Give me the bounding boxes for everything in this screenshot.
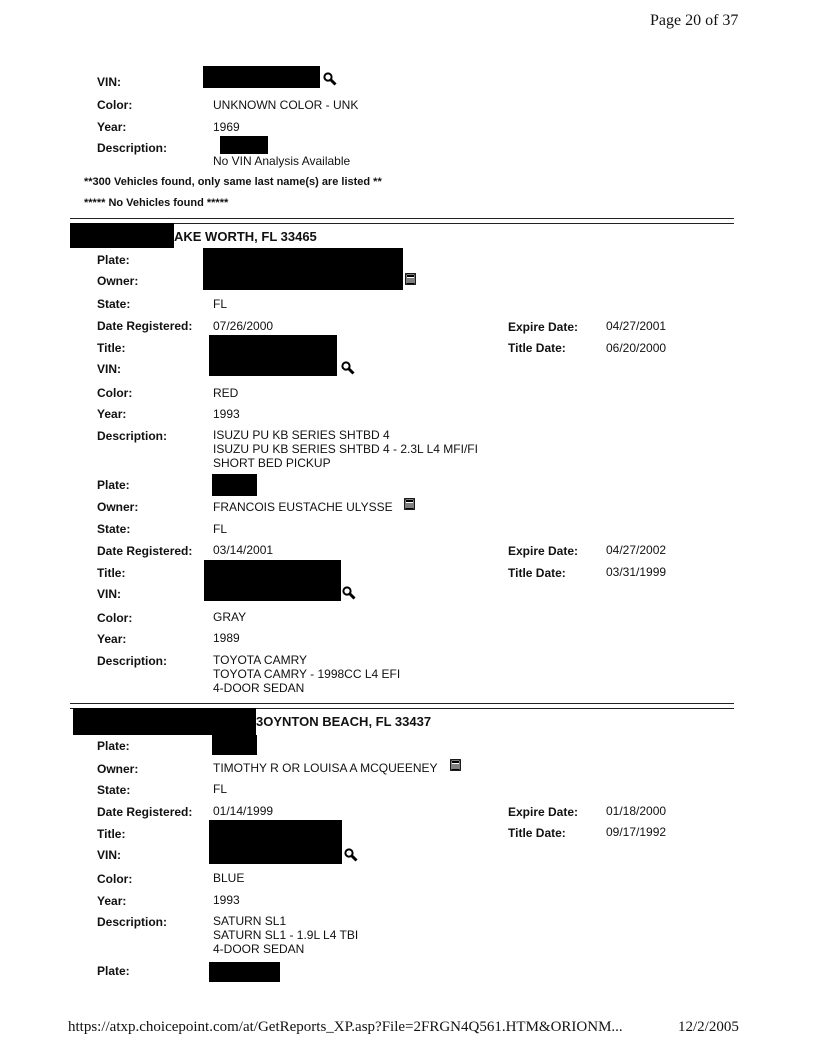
redaction [209,962,280,982]
magnifier-icon[interactable] [342,586,356,600]
label-description: Description: [97,141,168,155]
date-registered: 03/14/2001 [213,543,274,557]
vehicle-state: FL [213,522,228,536]
vehicle-year: 1993 [213,407,240,421]
description-line-3: 4-DOOR SEDAN [213,681,305,695]
redaction [204,560,341,601]
label-expire-date: Expire Date: [508,544,579,558]
label-vin: VIN: [97,362,121,376]
redaction [209,335,337,376]
label-date-registered: Date Registered: [97,319,193,333]
label-description: Description: [97,915,168,929]
description-line-2: SATURN SL1 - 1.9L L4 TBI [213,928,359,942]
document-icon[interactable] [450,759,461,771]
label-color: Color: [97,98,133,112]
document-icon[interactable] [404,498,415,510]
label-state: State: [97,522,131,536]
vehicle-year: 1969 [213,120,240,134]
label-plate: Plate: [97,478,130,492]
vehicle-year: 1993 [213,893,240,907]
label-title-date: Title Date: [508,826,566,840]
label-date-registered: Date Registered: [97,544,193,558]
label-title: Title: [97,341,126,355]
footer-date: 12/2/2005 [678,1019,739,1035]
label-owner: Owner: [97,500,139,514]
label-owner: Owner: [97,762,139,776]
label-description: Description: [97,654,168,668]
vehicles-found-note: **300 Vehicles found, only same last name(s) are listed ** [84,176,382,188]
magnifier-icon[interactable] [341,361,355,375]
label-color: Color: [97,611,133,625]
label-vin: VIN: [97,848,121,862]
redaction [220,136,268,154]
magnifier-icon[interactable] [344,848,358,862]
date-registered: 07/26/2000 [213,319,274,333]
vehicle-color: BLUE [213,871,245,885]
description-line-3: 4-DOOR SEDAN [213,942,305,956]
description-line-1: SATURN SL1 [213,914,287,928]
label-owner: Owner: [97,274,139,288]
vehicle-state: FL [213,297,228,311]
label-year: Year: [97,120,127,134]
footer-url[interactable]: https://atxp.choicepoint.com/at/GetReports_XP.asp?File=2FRGN4Q561.HTM&ORIONM... [68,1019,623,1035]
label-year: Year: [97,407,127,421]
section-address: 3OYNTON BEACH, FL 33437 [256,714,432,729]
description-line-1: ISUZU PU KB SERIES SHTBD 4 [213,428,390,442]
vehicle-description: No VIN Analysis Available [213,154,351,168]
label-vin: VIN: [97,587,121,601]
expire-date: 01/18/2000 [606,804,667,818]
vehicle-state: FL [213,782,228,796]
description-line-1: TOYOTA CAMRY [213,653,308,667]
title-date: 03/31/1999 [606,565,667,579]
redaction [209,820,342,864]
description-line-3: SHORT BED PICKUP [213,456,331,470]
label-plate: Plate: [97,964,130,978]
date-registered: 01/14/1999 [213,804,274,818]
redaction [212,735,257,755]
label-title-date: Title Date: [508,341,566,355]
label-vin: VIN: [97,75,121,89]
label-year: Year: [97,632,127,646]
label-year: Year: [97,894,127,908]
label-date-registered: Date Registered: [97,805,193,819]
magnifier-icon[interactable] [323,72,337,86]
title-date: 09/17/1992 [606,825,667,839]
title-date: 06/20/2000 [606,341,667,355]
no-vehicles-note: ***** No Vehicles found ***** [84,197,229,209]
vehicle-color: GRAY [213,610,247,624]
owner-name: TIMOTHY R OR LOUISA A MCQUEENEY [213,761,438,775]
description-line-2: ISUZU PU KB SERIES SHTBD 4 - 2.3L L4 MFI/FI [213,442,478,456]
description-line-2: TOYOTA CAMRY - 1998CC L4 EFI [213,667,401,681]
redaction [70,223,174,248]
label-state: State: [97,783,131,797]
label-plate: Plate: [97,739,130,753]
vehicle-color: RED [213,386,239,400]
redaction [212,474,257,496]
label-expire-date: Expire Date: [508,805,579,819]
section-address: AKE WORTH, FL 33465 [174,229,317,244]
redaction [203,66,320,88]
label-expire-date: Expire Date: [508,320,579,334]
vehicle-color: UNKNOWN COLOR - UNK [213,98,359,112]
page-number: Page 20 of 37 [650,12,739,29]
redaction [73,708,256,735]
expire-date: 04/27/2001 [606,319,667,333]
redaction [203,248,403,290]
document-icon[interactable] [405,273,416,285]
label-title: Title: [97,566,126,580]
label-color: Color: [97,386,133,400]
vehicle-year: 1989 [213,631,240,645]
label-plate: Plate: [97,253,130,267]
owner-name: FRANCOIS EUSTACHE ULYSSE [213,500,393,514]
label-description: Description: [97,429,168,443]
label-title-date: Title Date: [508,566,566,580]
expire-date: 04/27/2002 [606,543,667,557]
label-state: State: [97,297,131,311]
label-color: Color: [97,872,133,886]
label-title: Title: [97,827,126,841]
